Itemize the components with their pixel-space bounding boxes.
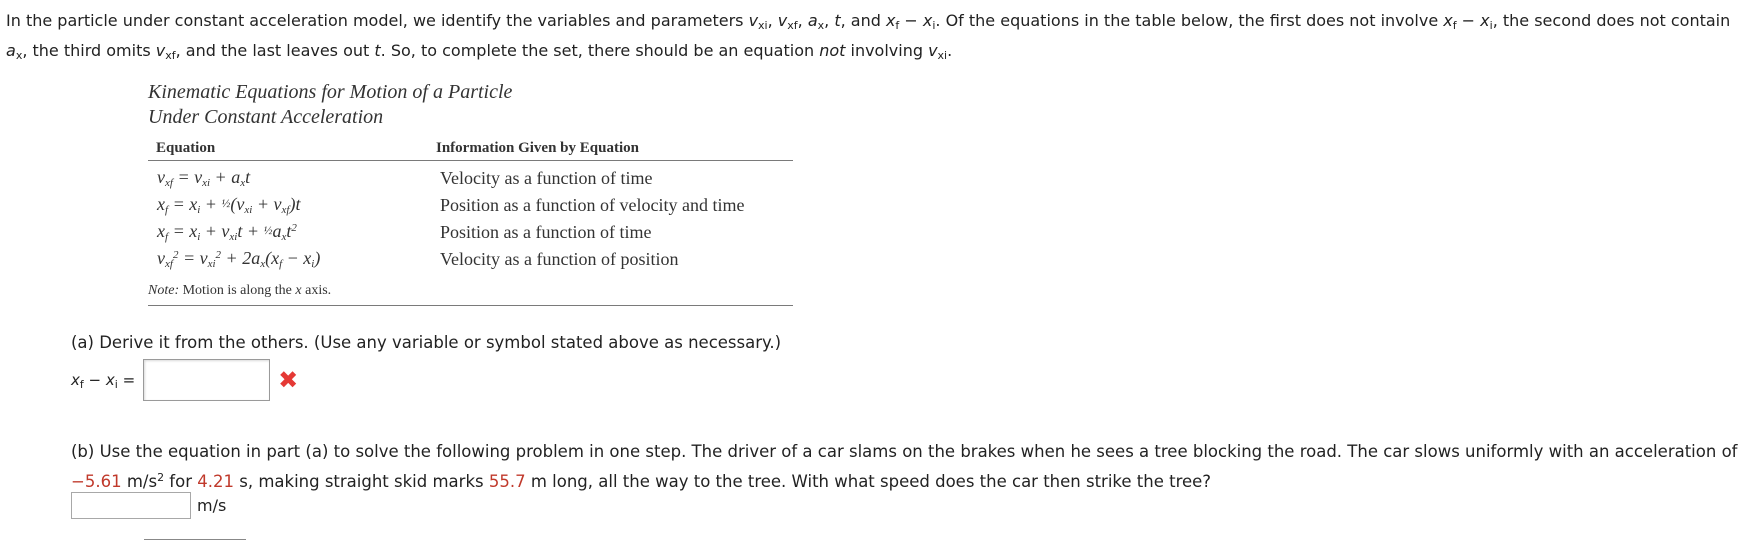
accel-unit: m/s (121, 472, 158, 491)
sep: − (899, 11, 923, 30)
col-info: Information Given by Equation (436, 140, 639, 156)
part-b-unit: m/s (197, 496, 227, 515)
col-equation: Equation (156, 140, 216, 156)
table-subtitle: Under Constant Acceleration (148, 106, 384, 128)
divider (144, 539, 246, 540)
var-vxi-sub: xi (758, 19, 768, 32)
var-vxf: v (155, 41, 166, 60)
part-b-text: m long, all the way to the tree. With what speed does the car then strike the tree? (525, 472, 1212, 491)
info-2: Position as a function of velocity and time (440, 195, 745, 215)
lhs-i: i (114, 378, 118, 391)
lhs-x: x (71, 371, 80, 389)
var-ax: a (807, 11, 818, 30)
var-xf: x (885, 11, 896, 30)
intro-text: , and the last leaves out (175, 41, 375, 60)
var-xf-sub: f (1452, 19, 1457, 32)
sep: , (797, 11, 808, 30)
sep: , and (840, 11, 886, 30)
info-1: Velocity as a function of time (440, 168, 653, 188)
lhs-eq: = (117, 371, 136, 389)
lhs-minus: − (83, 371, 106, 389)
part-a-prompt: (a) Derive it from the others. (Use any variable or symbol stated above as necessary.) (71, 333, 782, 352)
accel-value: −5.61 (71, 472, 122, 491)
problem-intro (6, 6, 1746, 66)
table-row (148, 217, 793, 244)
intro-text: involving (845, 41, 929, 60)
var-ax: a (6, 41, 16, 60)
part-a-lhs (71, 371, 135, 389)
part-a-answer-row (71, 359, 298, 401)
table-row (148, 244, 793, 271)
equation-4: $v_{xf}^2 = v_{xi}^2 + 2a_x(x_f - x_i)$ (157, 248, 321, 270)
var-t: t (834, 11, 841, 30)
info-4: Velocity as a function of position (440, 249, 679, 269)
intro-text: In the particle under constant acceleration model, we identify the variables and parameters (6, 11, 749, 30)
sep: − (1456, 11, 1481, 30)
var-vxi-sub: xi (937, 49, 948, 62)
part-b-text: for (164, 472, 198, 491)
var-xi: x (922, 11, 933, 30)
var-xi: x (1480, 11, 1490, 30)
intro-text: . So, to complete the set, there should be an equation (380, 41, 820, 60)
intro-text: . Of the equations in the table below, the first does not involve (935, 11, 1444, 30)
intro-text: . (947, 41, 953, 60)
var-xi-sub: i (932, 19, 936, 32)
note-x: x (295, 283, 302, 298)
var-xf: x (1443, 11, 1453, 30)
part-b-text: (b) Use the equation in part (a) to solve the following problem in one step. The driver of a car slams on the brakes when he sees a tree blocking the road. The car slows uniformly with an acceleration of (71, 442, 1738, 461)
var-ax-sub: x (15, 49, 23, 62)
var-vxi: v (928, 41, 938, 60)
intro-text: , the second does not contain (1492, 11, 1731, 30)
equation-1: $v_{xf} = v_{xi} + a_xt$ (157, 167, 251, 189)
part-b-text: s, making straight skid marks (234, 472, 489, 491)
lhs-x2: x (105, 371, 115, 389)
incorrect-x-icon: ✖ (278, 366, 299, 394)
table-row (148, 190, 793, 217)
emphasis-not: not (819, 41, 846, 60)
accel-unit-sup: 2 (157, 471, 165, 484)
part-b-answer-row (71, 492, 226, 519)
table-header (148, 134, 793, 161)
table-note (148, 283, 793, 306)
note-label: Note: (148, 283, 180, 298)
var-vxf: v (777, 11, 788, 30)
kinematic-equations-table (148, 80, 793, 306)
table-title: Kinematic Equations for Motion of a Particle (148, 81, 513, 103)
equation-2: $x_f = x_i$ + $\frac{1}{2}(v_{xi} + v_{xf})t$ (157, 194, 301, 216)
sep: , (767, 11, 778, 30)
var-vxf-sub: xf (165, 49, 176, 62)
note-text: Motion is along the (179, 283, 296, 298)
var-t: t (374, 41, 381, 60)
part-a-answer-input[interactable] (143, 359, 270, 401)
equation-3: $x_f = x_i + v_{xi}t$ + $\frac{1}{2}a_xt^2$ (157, 221, 297, 243)
table-row (148, 163, 793, 190)
distance-value: 55.7 (488, 472, 526, 491)
var-ax-sub: x (817, 19, 825, 32)
part-b-prompt (71, 437, 1751, 497)
info-3: Position as a function of time (440, 222, 652, 242)
var-xi-sub: i (1489, 19, 1493, 32)
intro-text: , the third omits (22, 41, 156, 60)
sep: , (824, 11, 835, 30)
lhs-f: f (79, 378, 84, 391)
time-value: 4.21 (197, 472, 234, 491)
var-vxf-sub: xf (787, 19, 798, 32)
note-end: axis. (301, 283, 332, 298)
var-vxi: v (748, 11, 759, 30)
var-xf-sub: f (895, 19, 900, 32)
part-b-answer-input[interactable] (71, 492, 191, 519)
